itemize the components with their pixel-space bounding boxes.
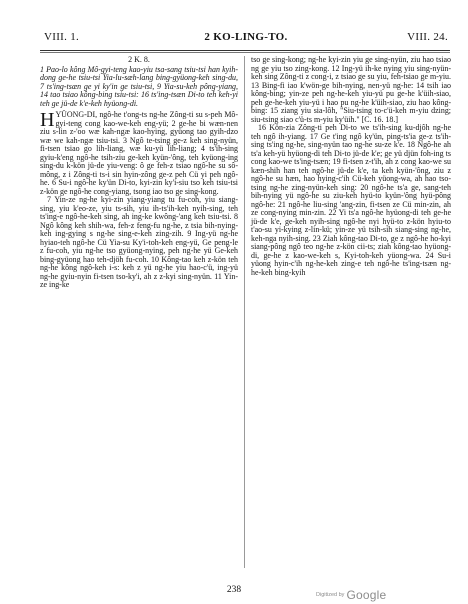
header-right: VIII. 24. bbox=[407, 31, 448, 43]
page-number: 238 bbox=[226, 585, 242, 595]
paragraph-1-text: YÜONG-DI, ngô-he t'ong-ts ng-he Zông-ti su s-peh Mô-gyi-teng cong kao-we-keh eng-yü; 2 ge-he bi wæn-nen ziu s-lin z-'oo wæ kah-ngæ kao-hying, gyüong tao gyih-dzo wæ we kah-ngæ tsiu-tsi. 3 Ngô te-tsing ge-z keh sing-nyün, fi-tsen tsiao go lih-liang, wæ ku-yü lih-liang; 4 ts'ih-sing gyiu-k'eng ngô-he tsih-ziu ge-keh kyün-'ông, teh kyüong-ing sing-du k-kön jü-de yiu-veng: ô ge feh-z tsiao ngô-he su sô-mông, z i Zông-ti ts-i sin hyin-zông ge-z peh Cü yi peh ngô-he. 6 Su-i ngô-he ky'ün Di-to, kyi-zin ky'i-siu tso keh tsiu-tsi z-kön ge ngô-he cong-yiang, tsong iao tso ge sing-kong. bbox=[40, 110, 238, 196]
paragraph-4: 16 Kön-zia Zông-ti peh Di-to we ts'ih-sing ku-djôh ng-he teh ngô ih-yiang. 17 Ge t'ing ngô ky'ün, ping-ts'ia ge-z ts'ih-sing ts'ing ng-he, sing-nyün tao ng-he su-ze k'e. 18 Ngô-he ah ts'a keh-yü hyüong-di teh Di-to jü-de k'e; ge yü djün foh-ing ts cong kao-we ts'ing-tsæn; 19 fi-tsen z-t'ih, ah z cong kao-we su kæn-shih han teh ngô-he jü-de k'e, ta keh kyün-'ông, ziu z ngô-he su hæn, hao hying-c'ih Cü-keh yüong-wa, ah hao tso-tsing ng-he zing-nyün-keh sing: 20 ngô-he ts'a ge, sang-teh bih-nying yü ngô-he su ziu-keh hyü-to kyün-'ông hyü-pông ngô-he: 21 ngô-he liu-sing 'ang-zin, fi-tsen ze Cü min-zin, ah ze cong-nying min-zin. 22 Yi ts'a ngô-he hyüong-di teh ge-he jü-de k'e, ge-keh nyih-sing ngô-he nyi hyü-to z-kön hyiu-to t'ao-su yi-kying z-lin-kü; yin-ze yü tsih-sih siang-sing ng-he, keh-nga nyih-sing. 23 Ziah kông-tao Di-to, ge z ngô-he ho-kyi siang-pông ngô teo ng-he z-kön cii-ts; ziah kông-tao hyüong-di, ge-he z kao-we-keh s, Kyi-toh-keh yüong-wa. 24 Su-i yüong hyin-c'ih ng-he-keh zing-e teh ngô-he ts'ing-tsæn ng-he-keh bing-kyih bbox=[251, 123, 451, 277]
column-divider bbox=[244, 56, 245, 568]
left-column bbox=[40, 56, 238, 290]
watermark-brand: Google bbox=[346, 587, 387, 602]
paragraph-3: tso ge sing-kong; ng-he kyi-zin yiu ge sing-nyün, ziu hao tsiao ng ge yiu tso zing-kong. 12 Ing-yü ih-ke nying yiu sing-nyün-keh sing Zông-ti z cong-i, z tsiao ge su yiu, feh-tsiao ge m-yiu. 13 Bing-fi iao k'wön-ge bih-nying, nen-yü ng-he: 14 tsih iao kông-bing; yin-ze peh ng-he-keh yiu-yü pu ge-he k'üih-siao, peh ge-he-keh yiu-yü i hao pu ng-he k'üih-siao, ziu hao kông-bing: 15 ziang yiu sia-lôh, "Siu-tsing to-c'ü-keh m-yiu dzing; siu-tsing siao c'ü-ts m-yiu ky'üih." [C. 16. 18.] bbox=[251, 55, 451, 124]
paragraph-2: 7 Yin-ze ng-he kyi-zin yiang-yiang tu fu-coh, yiu siang-sing, yiu k'eo-ze, yiu ts-sih, yiu ih-ts'ih-keh nyih-sing, teh ts'ing-e ngô-he-keh sing, ah ing-ke kwông-'ang keh tsiu-tsi. 8 Ngô kông keh shih-wa, feh-z feng-fu ng-he, z tsia bih-nying-keh ing-gying s ng-he sing-e-keh zing-zih. 9 Ing-yü ng-he hyiao-teh ngô-he Cü Yia-su Ky'i-toh-keh eng-yü, Ge peng-le z fu-coh, yiu ng-he tso gyüong-nying, peh ng-he yü Ge-keh bing-gyüong hao teh-djöh fu-coh. 10 Kông-tao keh z-kön teh ng-he kông ngô-keh i-s: keh z yü ng-he yiu hao-c'ü, ing-yü ng-he gyiu-nyin fi-tsen tso-ky'i, ah z z-kyi sing-nyün. 11 Yin-ze ing-ke bbox=[40, 195, 238, 290]
header-rule-thin bbox=[40, 52, 450, 53]
header-title: 2 KO-LING-TO. bbox=[204, 31, 288, 43]
header-left: VIII. 1. bbox=[44, 31, 80, 43]
digitization-watermark bbox=[316, 586, 456, 600]
watermark-prefix: Digitized by bbox=[316, 591, 345, 598]
drop-cap: H bbox=[40, 109, 55, 132]
header-rule bbox=[40, 50, 450, 51]
paragraph-1 bbox=[40, 111, 238, 196]
chapter-reference: 2 K. 8. bbox=[128, 55, 150, 64]
right-column bbox=[251, 56, 451, 277]
chapter-summary: 1 Pao-lo kông Mô-gyi-teng kao-yiu tsa-sang tsiu-tsi han kyih-dong ge-he tsiu-tsi Yia-lu-sæh-lang bing-gyüong-keh sing-du, 7 ts'ing-tsæn ge yi ky'in ge tsiu-tsi, 9 Yia-su-keh pông-yiang, 14 tao tsiao kông-bing tsiu-tsi: 16 ts'ing-tsæn Di-to teh keh-yi teh ge jü-de k'e-keh hyüong-di. bbox=[40, 64, 238, 108]
running-header bbox=[44, 31, 448, 47]
